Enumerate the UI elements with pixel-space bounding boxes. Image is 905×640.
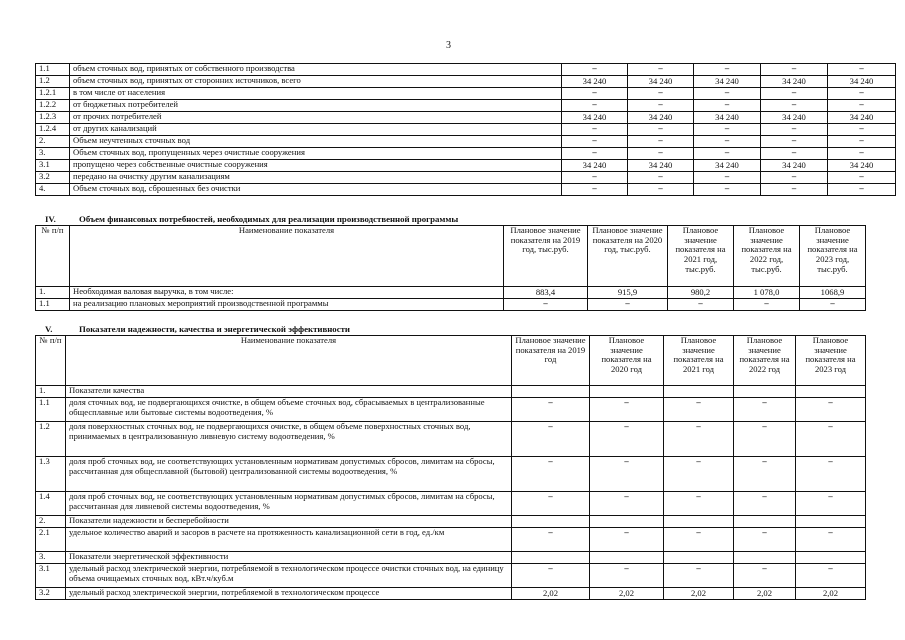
value-cell: – [734,492,796,516]
value-cell: – [590,492,664,516]
value-cell: – [512,422,590,457]
table-row [36,148,896,160]
row-number: 3. [36,552,66,564]
row-number: 3.2 [36,172,70,184]
value-cell: – [628,100,694,112]
value-cell [734,552,796,564]
row-label: Показатели энергетической эффективности [66,552,512,564]
column-header-name: Наименование показателя [66,336,512,386]
value-cell: – [588,299,668,311]
value-cell: 34 240 [694,112,761,124]
value-cell: – [512,457,590,492]
value-cell: – [504,299,588,311]
value-cell: – [512,528,590,552]
value-cell: – [828,64,896,76]
value-cell: – [828,124,896,136]
column-header-2023: Плановое значение показателя на 2023 год, тыс.руб. [800,226,866,287]
value-cell: 1068,9 [800,287,866,299]
column-header-2023: Плановое значение показателя на 2023 год [796,336,866,386]
value-cell: – [628,148,694,160]
value-cell: – [694,184,761,196]
reliability-quality-table [35,335,866,600]
value-cell: – [562,100,628,112]
value-cell: – [734,398,796,422]
row-number: 1.1 [36,398,66,422]
table-row [36,299,866,311]
value-cell: 980,2 [668,287,734,299]
column-header-2021: Плановое значение показателя на 2021 год [664,336,734,386]
value-cell: – [694,148,761,160]
value-cell: 34 240 [628,160,694,172]
value-cell: – [694,100,761,112]
row-label: доля проб сточных вод, не соответствующих установленным нормативам допустимых сбросов, лимитам на сбросы, рассчитанная для общесплавной (бытовой) централизованной системы водоотведения, % [66,457,512,492]
row-number: 1.2.4 [36,124,70,136]
row-number: 1.1 [36,299,70,311]
value-cell: – [628,136,694,148]
value-cell: – [668,299,734,311]
table-header-row [36,336,866,386]
row-number: 1.3 [36,457,66,492]
value-cell [796,552,866,564]
value-cell: – [734,422,796,457]
table-row [36,172,896,184]
value-cell: – [590,422,664,457]
table-row [36,64,896,76]
row-label: от бюджетных потребителей [70,100,562,112]
value-cell: 2,02 [796,588,866,600]
value-cell: – [562,184,628,196]
section-iv-heading [45,214,458,224]
row-number: 1.1 [36,64,70,76]
row-number: 3.1 [36,564,66,588]
page-number: 3 [446,40,451,51]
row-label: объем сточных вод, принятых от сторонних источников, всего [70,76,562,88]
value-cell: 883,4 [504,287,588,299]
value-cell: – [694,88,761,100]
row-number: 1.2.2 [36,100,70,112]
table-row [36,588,866,600]
value-cell [664,386,734,398]
value-cell: 2,02 [664,588,734,600]
value-cell: – [694,172,761,184]
row-label: Объем неучтенных сточных вод [70,136,562,148]
value-cell: – [664,422,734,457]
value-cell: – [694,136,761,148]
row-label: передано на очистку другим канализациям [70,172,562,184]
value-cell: – [761,148,828,160]
value-cell: 34 240 [694,76,761,88]
value-cell: 34 240 [562,160,628,172]
wastewater-volume-table [35,63,896,196]
section-title: Показатели надежности, качества и энергетической эффективности [79,324,350,334]
row-number: 3.1 [36,160,70,172]
table-row [36,422,866,457]
value-cell: 34 240 [628,112,694,124]
value-cell: – [562,136,628,148]
table-header-row [36,226,866,287]
table-row [36,124,896,136]
column-header-2021: Плановое значение показателя на 2021 год, тыс.руб. [668,226,734,287]
row-label: удельный расход электрической энергии, потребляемой в технологическом процессе [66,588,512,600]
table-row [36,76,896,88]
value-cell [512,386,590,398]
row-number: 1.2 [36,76,70,88]
section-v-heading [45,324,350,334]
value-cell: – [734,528,796,552]
value-cell: – [628,88,694,100]
value-cell: – [796,398,866,422]
row-label: Показатели качества [66,386,512,398]
table-row [36,88,896,100]
value-cell: – [664,528,734,552]
row-number: 2.1 [36,528,66,552]
value-cell: 34 240 [562,112,628,124]
value-cell [734,386,796,398]
financial-needs-table [35,225,866,311]
value-cell: – [761,64,828,76]
table-row [36,100,896,112]
value-cell [796,516,866,528]
section-number: IV. [45,214,56,224]
value-cell: – [512,564,590,588]
column-header-2020: Плановое значение показателя на 2020 год [590,336,664,386]
row-label: пропущено через собственные очистные сооружения [70,160,562,172]
row-label: доля поверхностных сточных вод, не подвергающихся очистке, в общем объеме поверхностных сточных вод, принимаемых в централизованную ливневую систему водоотведения, % [66,422,512,457]
value-cell: – [761,124,828,136]
value-cell: 34 240 [828,160,896,172]
value-cell: – [562,88,628,100]
value-cell: 2,02 [734,588,796,600]
row-label: на реализацию плановых мероприятий производственной программы [70,299,504,311]
section-number: V. [45,324,53,334]
column-header-2020: Плановое значение показателя на 2020 год, тыс.руб. [588,226,668,287]
row-label: доля проб сточных вод, не соответствующих установленным нормативам допустимых сбросов, лимитам на сбросы, рассчитанная для ливневой системы водоотведения, % [66,492,512,516]
value-cell: – [761,88,828,100]
row-number: 2. [36,136,70,148]
value-cell: – [590,398,664,422]
row-number: 1.2 [36,422,66,457]
row-number: 1.4 [36,492,66,516]
value-cell: 2,02 [590,588,664,600]
value-cell: – [562,172,628,184]
value-cell: – [796,422,866,457]
value-cell: 34 240 [828,112,896,124]
table-row [36,492,866,516]
row-number: 3.2 [36,588,66,600]
value-cell: – [761,184,828,196]
value-cell: – [796,564,866,588]
value-cell: 34 240 [761,112,828,124]
value-cell: – [734,564,796,588]
table-row [36,516,866,528]
row-label: удельное количество аварий и засоров в расчете на протяженность канализационной сети в год, ед./км [66,528,512,552]
value-cell: – [590,528,664,552]
row-number: 2. [36,516,66,528]
table-row [36,552,866,564]
section-title: Объем финансовых потребностей, необходимых для реализации производственной программы [79,214,459,224]
table-row [36,287,866,299]
value-cell: – [828,148,896,160]
value-cell: – [761,100,828,112]
value-cell [796,386,866,398]
value-cell: 34 240 [694,160,761,172]
value-cell [590,516,664,528]
value-cell: 34 240 [761,76,828,88]
value-cell: – [512,492,590,516]
value-cell: – [734,299,800,311]
value-cell: – [694,64,761,76]
value-cell: – [828,88,896,100]
value-cell: – [664,398,734,422]
column-header-2019: Плановое значение показателя на 2019 год, тыс.руб. [504,226,588,287]
row-label: от других канализаций [70,124,562,136]
value-cell [664,516,734,528]
table-row [36,136,896,148]
value-cell: – [664,457,734,492]
row-label: от прочих потребителей [70,112,562,124]
row-number: 1. [36,287,70,299]
value-cell: – [562,64,628,76]
value-cell [512,552,590,564]
table-row [36,528,866,552]
column-header-number: № п/п [36,226,70,287]
row-label: Объем сточных вод, сброшенных без очистки [70,184,562,196]
value-cell [590,552,664,564]
row-number: 3. [36,148,70,160]
value-cell: – [628,172,694,184]
value-cell [664,552,734,564]
value-cell [590,386,664,398]
value-cell: 2,02 [512,588,590,600]
value-cell: – [628,64,694,76]
column-header-name: Наименование показателя [70,226,504,287]
value-cell: – [664,492,734,516]
value-cell: – [800,299,866,311]
value-cell: – [512,398,590,422]
table-row [36,398,866,422]
row-number: 1. [36,386,66,398]
value-cell: 34 240 [828,76,896,88]
table-row [36,160,896,172]
row-label: доля сточных вод, не подвергающихся очистке, в общем объеме сточных вод, сбрасываемых в централизованные общесплавные или бытовые системы водоотведения, % [66,398,512,422]
value-cell: – [796,528,866,552]
value-cell: – [664,564,734,588]
value-cell: – [828,136,896,148]
table-row [36,386,866,398]
row-label: в том числе от населения [70,88,562,100]
value-cell: 34 240 [761,160,828,172]
table-row [36,112,896,124]
column-header-number: № п/п [36,336,66,386]
value-cell: – [590,457,664,492]
value-cell: – [828,100,896,112]
column-header-2019: Плановое значение показателя на 2019 год [512,336,590,386]
column-header-2022: Плановое значение показателя на 2022 год [734,336,796,386]
value-cell: – [562,148,628,160]
column-header-2022: Плановое значение показателя на 2022 год, тыс.руб. [734,226,800,287]
value-cell: – [590,564,664,588]
row-label: объем сточных вод, принятых от собственного производства [70,64,562,76]
row-label: Объем сточных вод, пропущенных через очистные сооружения [70,148,562,160]
value-cell: 34 240 [562,76,628,88]
value-cell: – [761,172,828,184]
row-label: Необходимая валовая выручка, в том числе: [70,287,504,299]
value-cell [512,516,590,528]
value-cell: – [796,457,866,492]
row-number: 1.2.3 [36,112,70,124]
row-label: Показатели надежности и бесперебойности [66,516,512,528]
value-cell: – [694,124,761,136]
value-cell: – [562,124,628,136]
value-cell: 915,9 [588,287,668,299]
value-cell: – [828,184,896,196]
row-number: 4. [36,184,70,196]
value-cell: 1 078,0 [734,287,800,299]
value-cell: – [828,172,896,184]
value-cell [734,516,796,528]
value-cell: – [761,136,828,148]
value-cell: – [628,124,694,136]
table-row [36,457,866,492]
value-cell: – [628,184,694,196]
value-cell: – [734,457,796,492]
table-row [36,184,896,196]
row-label: удельный расход электрической энергии, потребляемой в технологическом процессе очистки сточных вод, на единицу объема очищаемых сточных вод, кВт.ч/куб.м [66,564,512,588]
value-cell: 34 240 [628,76,694,88]
table-row [36,564,866,588]
row-number: 1.2.1 [36,88,70,100]
value-cell: – [796,492,866,516]
